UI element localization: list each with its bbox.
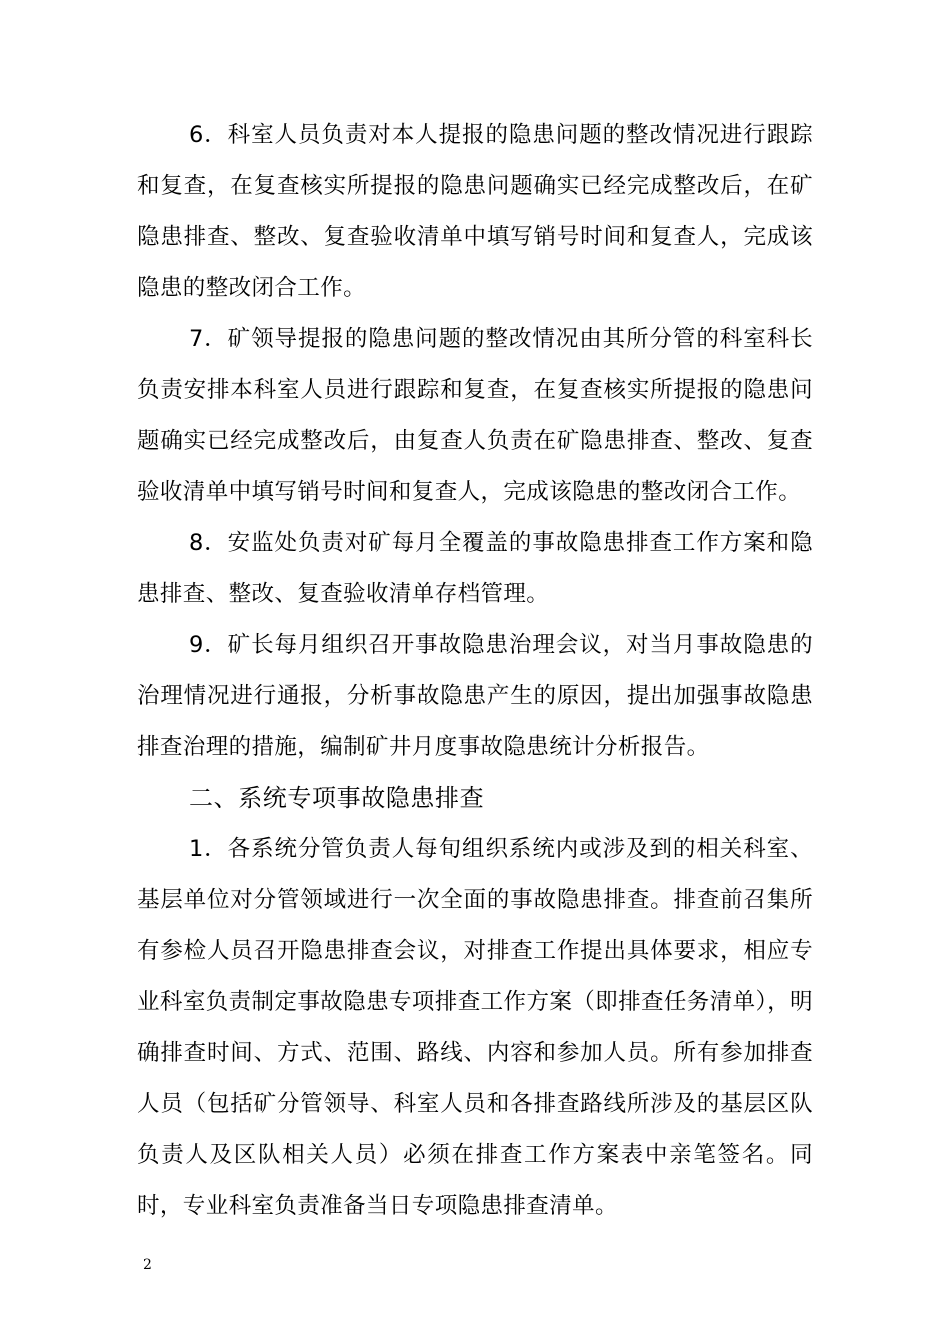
paragraph-item-8: 8．安监处负责对矿每月全覆盖的事故隐患排查工作方案和隐患排查、整改、复查验收清单存档管理。 — [137, 530, 813, 607]
section-heading: 二、系统专项事故隐患排查 — [189, 784, 485, 812]
section-paragraph-1: 1．各系统分管负责人每旬组织系统内或涉及到的相关科室、基层单位对分管领域进行一次全面的事故隐患排查。排查前召集所有参检人员召开隐患排查会议，对排查工作提出具体要求，相应专业科室负责制定事故隐患专项排查工作方案（即排查任务清单），明确排查时间、方式、范围、路线、内容和参加人员。所有参加排查人员（包括矿分管领导、科室人员和各排查路线所涉及的基层区队负责人及区队相关人员）必须在排查工作方案表中亲笔签名。同时，专业科室负责准备当日专项隐患排查清单。 — [137, 836, 813, 1219]
paragraph-item-7: 7．矿领导提报的隐患问题的整改情况由其所分管的科室科长负责安排本科室人员进行跟踪和复查，在复查核实所提报的隐患问题确实已经完成整改后，由复查人负责在矿隐患排查、整改、复查验收清单中填写销号时间和复查人，完成该隐患的整改闭合工作。 — [137, 326, 813, 505]
paragraph-item-6: 6．科室人员负责对本人提报的隐患问题的整改情况进行跟踪和复查，在复查核实所提报的隐患问题确实已经完成整改后，在矿隐患排查、整改、复查验收清单中填写销号时间和复查人，完成该隐患的整改闭合工作。 — [137, 122, 813, 301]
paragraph-item-9: 9．矿长每月组织召开事故隐患治理会议，对当月事故隐患的治理情况进行通报，分析事故隐患产生的原因，提出加强事故隐患排查治理的措施，编制矿井月度事故隐患统计分析报告。 — [137, 632, 813, 760]
document-body — [137, 110, 813, 1232]
page-number: 2 — [143, 1257, 152, 1273]
